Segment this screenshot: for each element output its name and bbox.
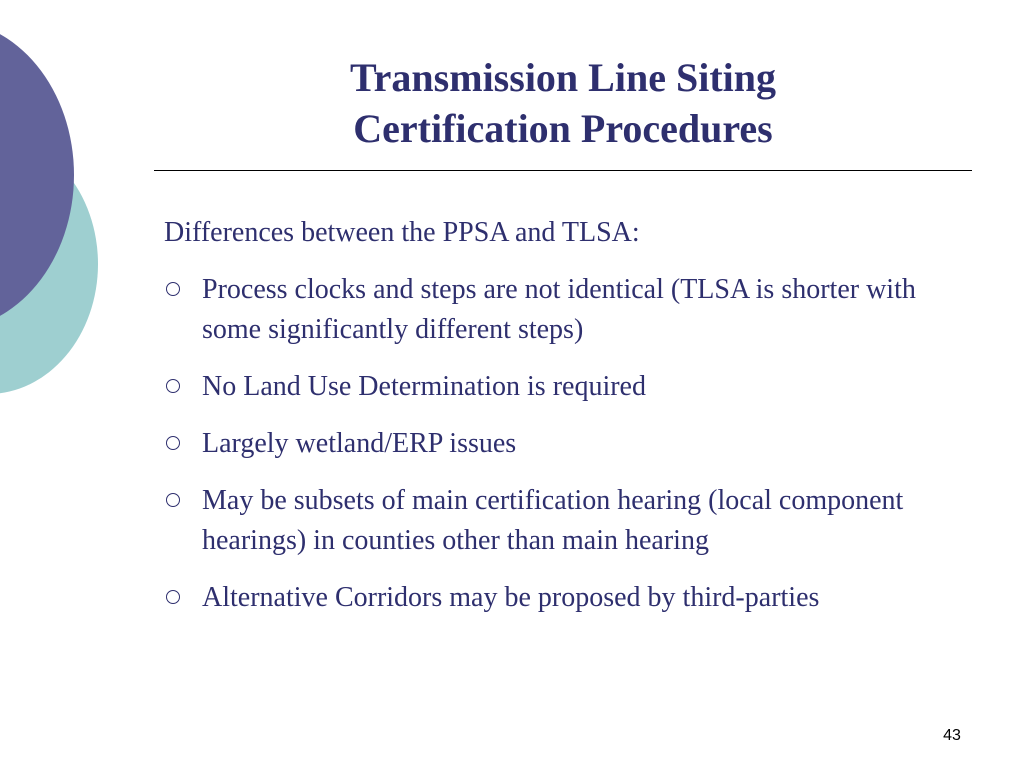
intro-text: Differences between the PPSA and TLSA: — [164, 217, 640, 248]
title-divider — [154, 170, 972, 171]
bullet-text: Alternative Corridors may be proposed by third-parties — [202, 582, 820, 613]
hollow-circle-bullet-icon — [166, 590, 180, 604]
slide-title-line-1: Transmission Line Siting — [349, 55, 777, 100]
bullet-item — [164, 481, 964, 561]
slide-body — [164, 213, 964, 635]
bullet-text: No Land Use Determination is required — [202, 371, 646, 402]
bullet-item — [164, 578, 964, 618]
hollow-circle-bullet-icon — [166, 379, 180, 393]
hollow-circle-bullet-icon — [166, 436, 180, 450]
slide-title-line-2: Certification Procedures — [353, 106, 773, 151]
hollow-circle-bullet-icon — [166, 282, 180, 296]
bullet-item — [164, 424, 964, 464]
bullet-text: Largely wetland/ERP issues — [202, 428, 517, 459]
bullet-list — [164, 270, 964, 618]
bullet-text: Process clocks and steps are not identical (TLSA is shorter with some significantly different steps) — [202, 274, 916, 345]
bullet-item — [164, 367, 964, 407]
bullet-text: May be subsets of main certification hearing (local component hearings) in counties other than main hearing — [202, 485, 904, 556]
hollow-circle-bullet-icon — [166, 493, 180, 507]
slide-title — [154, 52, 972, 154]
bullet-item — [164, 270, 964, 350]
slide-number: 43 — [943, 727, 961, 744]
